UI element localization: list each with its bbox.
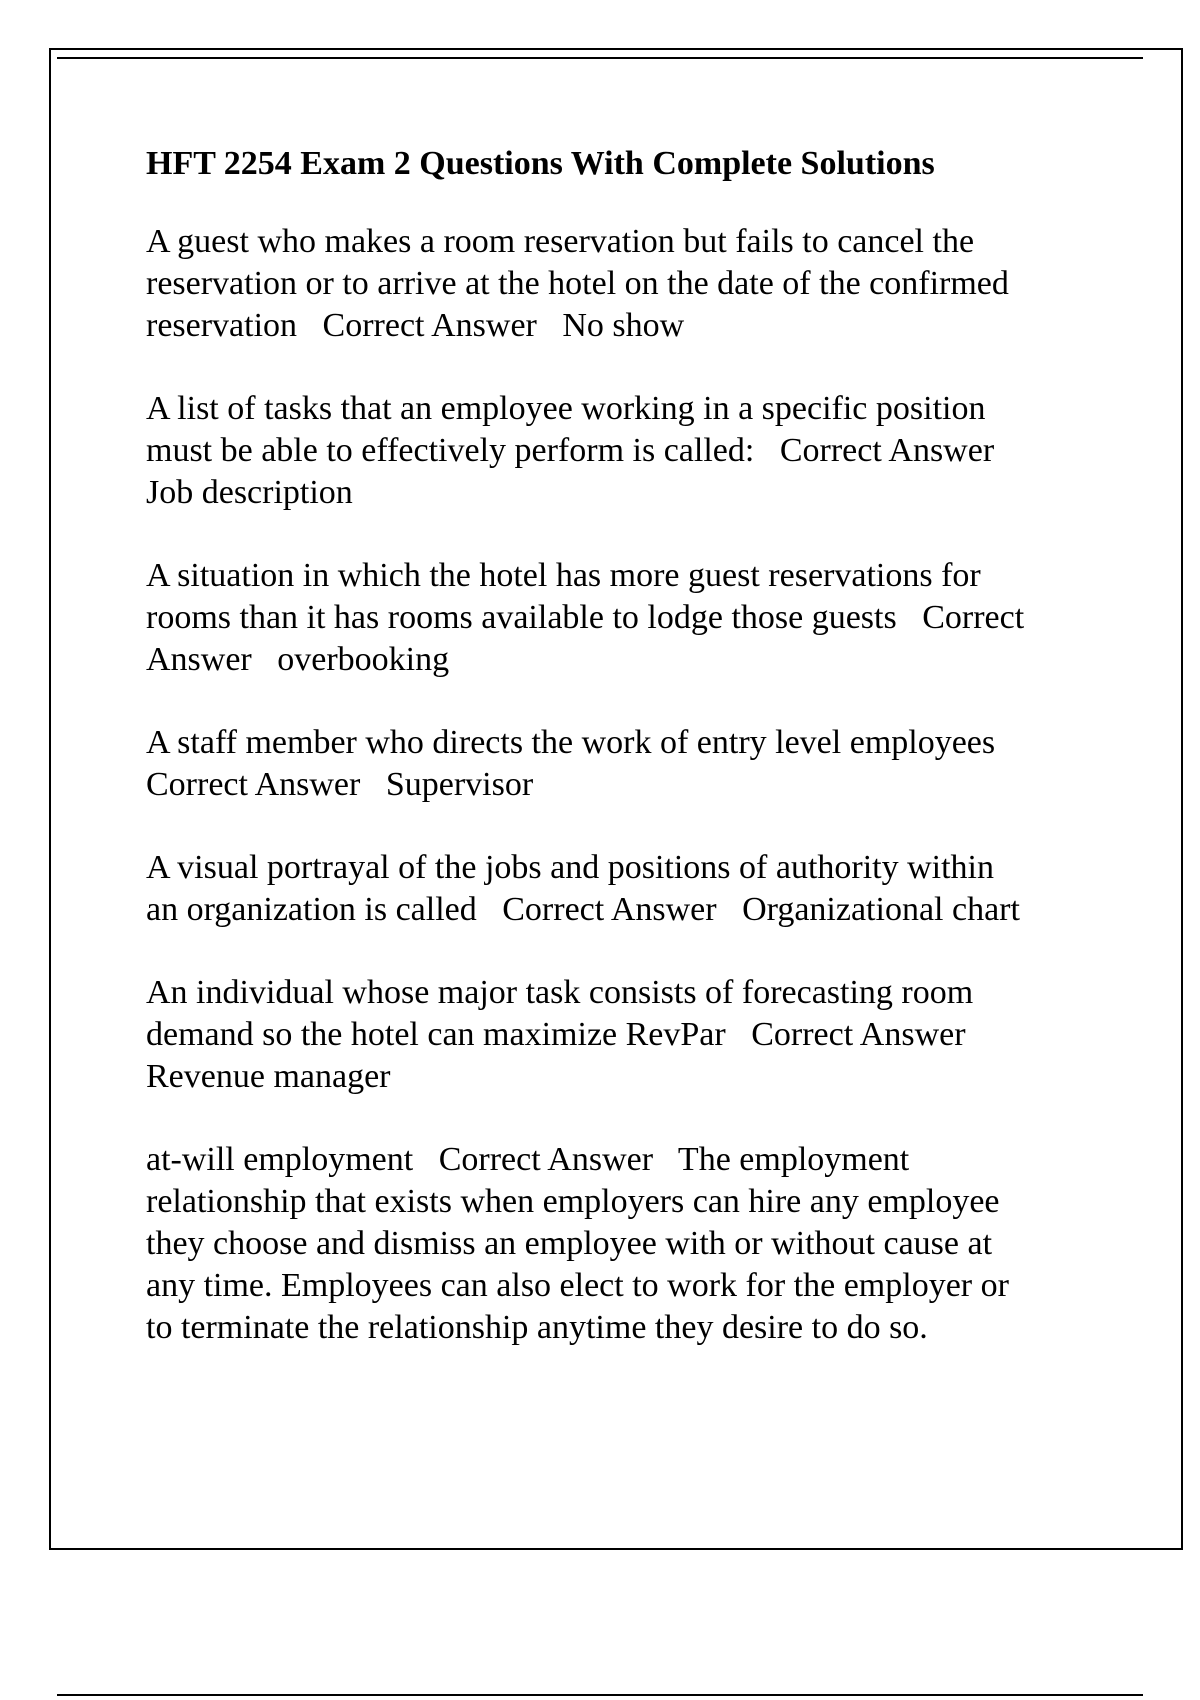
question-answer-item: A staff member who directs the work of entry level employees Correct Answer Supervisor [146,724,996,803]
question-answer-item: A list of tasks that an employee working in a specific position must be able to effectively perform is called: Correct Answer Job description [146,390,995,511]
header-rule [57,57,1143,59]
question-answer-item: An individual whose major task consists of forecasting room demand so the hotel can maximize RevPar Correct Answer Revenue manager [146,974,974,1095]
document-title: HFT 2254 Exam 2 Questions With Complete Solutions [146,145,935,182]
question-answer-item: A visual portrayal of the jobs and positions of authority within an organization is called Correct Answer Organizational chart [146,849,1020,928]
document-body [146,143,1106,1390]
question-answer-item: A situation in which the hotel has more guest reservations for rooms than it has rooms available to lodge those guests Correct Answer overbooking [146,557,1025,678]
question-answer-item: A guest who makes a room reservation but fails to cancel the reservation or to arrive at the hotel on the date of the confirmed reservation Correct Answer No show [146,223,1009,344]
footer-rule [57,1694,1143,1696]
question-answer-item: at-will employment Correct Answer The employment relationship that exists when employers can hire any employee they choose and dismiss an employee with or without cause at any time. Employees can also elect to work for the employer or to terminate the relationship anytime they desire to do so. [146,1141,1009,1346]
